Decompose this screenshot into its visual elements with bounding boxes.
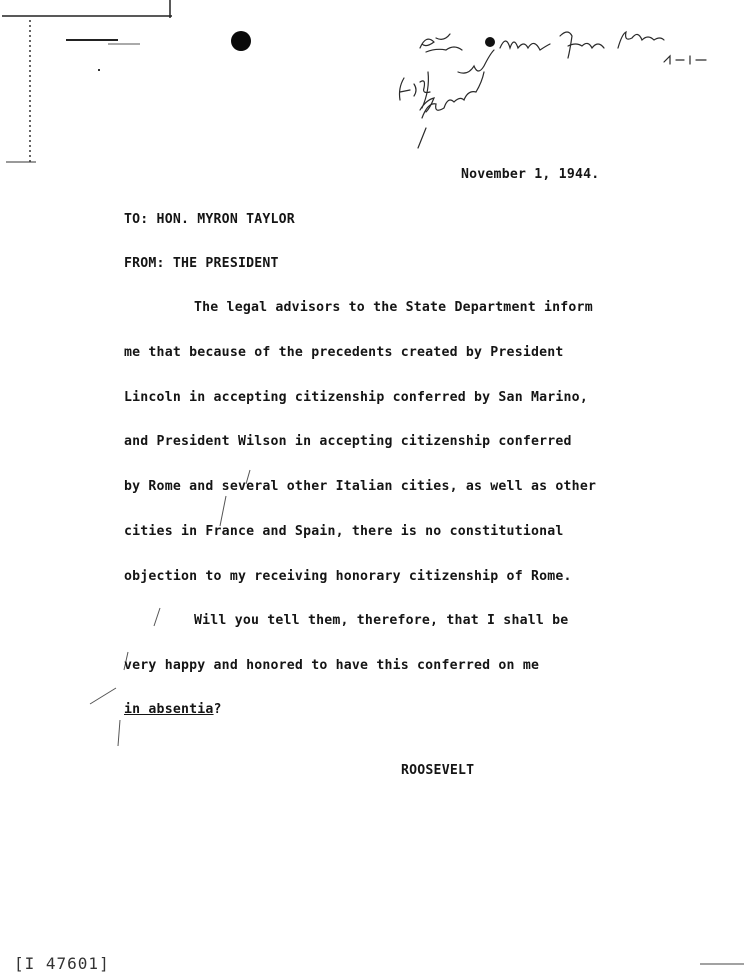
body-line: The legal advisors to the State Department inform [194,300,593,315]
closing-question-mark: ? [213,702,222,717]
body-line: Will you tell them, therefore, that I shall be [194,613,569,628]
closing-line [124,702,222,717]
body-line: very happy and honored to have this conferred on me [124,658,540,673]
top-dash-marks [66,40,140,70]
body-line: objection to my receiving honorary citizenship of Rome. [124,569,572,584]
memo-date: November 1, 1944. [461,167,600,182]
memo-from-line: FROM: THE PRESIDENT [124,256,279,271]
handwritten-annotation [400,32,707,148]
body-line: me that because of the precedents created by President [124,345,564,360]
archive-stamp-number: [I 47601] [14,954,110,973]
body-line: and President Wilson in accepting citizenship conferred [124,434,572,449]
signature: ROOSEVELT [401,763,475,778]
body-line: by Rome and several other Italian cities, as well as other [124,479,597,494]
punch-hole-dot [231,31,251,51]
body-line: Lincoln in accepting citizenship conferred by San Marino, [124,390,588,405]
memo-to-line: TO: HON. MYRON TAYLOR [124,212,295,227]
body-line: cities in France and Spain, there is no constitutional [124,524,564,539]
corner-frame-mark [2,0,172,165]
in-absentia-phrase: in absentia [124,702,214,717]
